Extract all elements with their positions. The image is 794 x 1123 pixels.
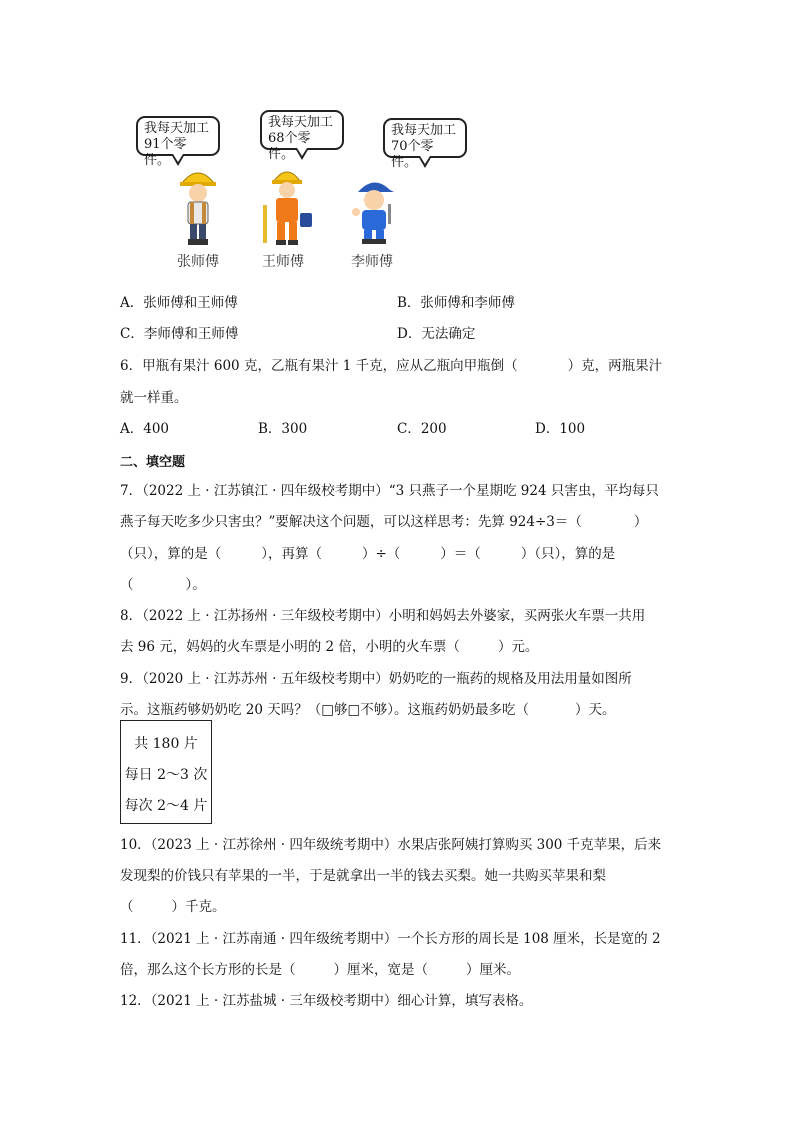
q10-line-2: 发现梨的价钱只有苹果的一半，于是就拿出一半的钱去买梨。她一共购买苹果和梨 (120, 868, 606, 884)
q9-line-1: 9．（2020 上 · 江苏苏州 · 五年级校考期中）奶奶吃的一瓶药的规格及用法用量如图所 (120, 671, 632, 687)
q6-option-a[interactable]: A．400 (120, 421, 170, 437)
q5-option-d[interactable]: D．无法确定 (397, 326, 476, 342)
bubble-line: 我每天加工 (391, 123, 457, 138)
speech-bubble-wang (260, 110, 344, 162)
q8-line-2: 去 96 元，妈妈的火车票是小明的 2 倍，小明的火车票（ ）元。 (120, 639, 539, 655)
q10-line-3: （ ）千克。 (120, 899, 226, 915)
q11-line-1: 11．（2021 上 · 江苏南通 · 四年级统考期中）一个长方形的周长是 108 厘米，长是宽的 2 (120, 931, 661, 947)
q6-option-d[interactable]: D．100 (535, 421, 586, 437)
medicine-spec-box (120, 720, 212, 824)
speech-bubble-li (383, 118, 467, 170)
q10-line-1: 10．（2023 上 · 江苏徐州 · 四年级统考期中）水果店张阿姨打算购买 300 千克苹果，后来 (120, 837, 662, 853)
q7-line-2: 燕子每天吃多少只害虫？”要解决这个问题，可以这样思考：先算 924÷3＝（ ） (120, 514, 648, 530)
bubble-line: 我每天加工 (268, 115, 334, 130)
worker-wang-illustration (258, 165, 316, 247)
bubble-line: 我每天加工 (144, 121, 210, 136)
bubble-line: 70个零件。 (391, 139, 434, 170)
q6-line-2: 就一样重。 (120, 390, 188, 406)
section-heading-fill-blank: 二、填空题 (120, 455, 186, 470)
q5-option-b[interactable]: B．张师傅和李师傅 (397, 295, 515, 311)
bubble-line: 68个零件。 (268, 131, 311, 162)
worker-li-illustration (348, 178, 400, 246)
q7-line-3: （只），算的是（ ），再算（ ）÷（ ）＝（ ）（只），算的是 (120, 546, 616, 562)
q7-line-4: （ ）。 (120, 577, 206, 593)
q9-line-2: 示。这瓶药够奶奶吃 20 天吗？（□够□不够）。这瓶药奶奶最多吃（ ）天。 (120, 702, 616, 718)
q12-line-1: 12．（2021 上 · 江苏盐城 · 三年级校考期中）细心计算，填写表格。 (120, 993, 533, 1009)
worker-name-li: 李师傅 (351, 254, 393, 270)
q5-option-a[interactable]: A．张师傅和王师傅 (120, 295, 238, 311)
spec-line-total: 共 180 片 (134, 736, 198, 752)
speech-bubble-zhang (136, 116, 220, 168)
spec-line-dose: 每次 2～4 片 (124, 798, 208, 814)
q8-line-1: 8．（2022 上 · 江苏扬州 · 三年级校考期中）小明和妈妈去外婆家，买两张火车票一共用 (120, 608, 646, 624)
q7-line-1: 7．（2022 上 · 江苏镇江 · 四年级校考期中）“3 只燕子一个星期吃 924 只害虫，平均每只 (120, 483, 659, 499)
q6-option-c[interactable]: C．200 (397, 421, 447, 437)
worker-name-zhang: 张师傅 (177, 254, 219, 270)
q11-line-2: 倍，那么这个长方形的长是（ ）厘米，宽是（ ）厘米。 (120, 962, 520, 978)
q6-option-b[interactable]: B．300 (258, 421, 308, 437)
worker-name-wang: 王师傅 (262, 254, 304, 270)
q6-line-1: 6．甲瓶有果汁 600 克，乙瓶有果汁 1 千克，应从乙瓶向甲瓶倒（ ）克，两瓶果汁 (120, 358, 663, 374)
worker-zhang-illustration (176, 165, 220, 247)
spec-line-daily: 每日 2～3 次 (124, 767, 208, 783)
q5-option-c[interactable]: C．李师傅和王师傅 (120, 326, 239, 342)
bubble-line: 91个零件。 (144, 137, 187, 168)
